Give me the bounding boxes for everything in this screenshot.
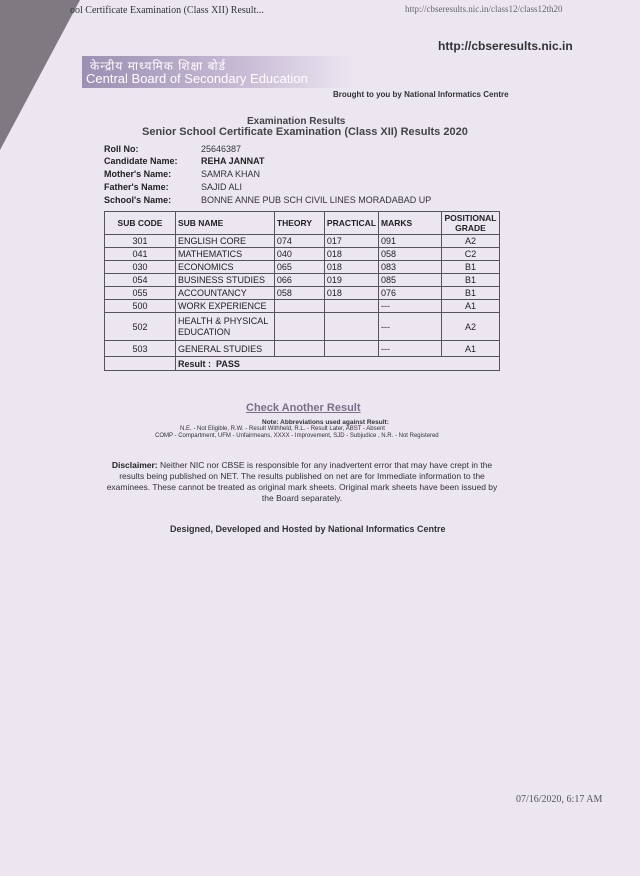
practical-cell <box>324 300 378 313</box>
site-url[interactable]: http://cbseresults.nic.in <box>438 39 573 53</box>
sub-name-cell: GENERAL STUDIES <box>175 341 274 357</box>
theory-cell <box>274 313 324 341</box>
grade-cell: B1 <box>441 261 499 274</box>
practical-cell <box>324 313 378 341</box>
candidate-name-label: Candidate Name: <box>104 156 178 166</box>
table-row <box>105 287 500 300</box>
header-sub-name: SUB NAME <box>175 212 274 235</box>
sub-code-cell: 301 <box>105 235 176 248</box>
table-row <box>105 313 500 341</box>
practical-cell: 019 <box>324 274 378 287</box>
theory-cell <box>274 300 324 313</box>
header-theory: THEORY <box>274 212 324 235</box>
marks-cell: 058 <box>379 248 442 261</box>
practical-cell: 018 <box>324 261 378 274</box>
sub-name-cell: ACCOUNTANCY <box>175 287 274 300</box>
banner-hindi-text: केन्द्रीय माध्यमिक शिक्षा बोर्ड <box>90 59 226 73</box>
marks-cell: 091 <box>379 235 442 248</box>
result-cell <box>175 357 499 371</box>
table-row <box>105 274 500 287</box>
sub-name-cell: HEALTH & PHYSICAL EDUCATION <box>175 313 274 341</box>
roll-label: Roll No: <box>104 144 139 154</box>
print-timestamp: 07/16/2020, 6:17 AM <box>516 794 603 805</box>
result-empty-cell <box>105 357 176 371</box>
candidate-name-value: REHA JANNAT <box>201 156 265 166</box>
disclaimer <box>106 460 498 504</box>
grade-cell: C2 <box>441 248 499 261</box>
mother-name-value: SAMRA KHAN <box>201 169 261 179</box>
sub-name-cell: BUSINESS STUDIES <box>175 274 274 287</box>
notes-line-2: COMP - Compartment, UFM - Unfairmeans, XXXX - Improvement, SJD - Subjudice , N.R. - Not Registered <box>155 433 439 439</box>
theory-cell: 040 <box>274 248 324 261</box>
marks-cell: --- <box>379 313 442 341</box>
result-value: PASS <box>215 358 240 369</box>
grade-cell: A2 <box>441 313 499 341</box>
marks-cell: --- <box>379 341 442 357</box>
school-name-label: School's Name: <box>104 195 172 205</box>
result-row <box>105 357 500 371</box>
table-row <box>105 300 500 313</box>
theory-cell: 065 <box>274 261 324 274</box>
theory-cell: 074 <box>274 235 324 248</box>
grade-cell: A1 <box>441 300 499 313</box>
header-practical: PRACTICAL <box>324 212 378 235</box>
theory-cell: 066 <box>274 274 324 287</box>
footer-credit: Designed, Developed and Hosted by National Informatics Centre <box>170 524 446 534</box>
marks-cell: 085 <box>379 274 442 287</box>
table-row <box>105 235 500 248</box>
sub-code-cell: 503 <box>105 341 176 357</box>
grade-cell: A2 <box>441 235 499 248</box>
browser-page-title: ool Certificate Examination (Class XII) Result... <box>70 5 264 16</box>
disclaimer-label: Disclaimer: <box>111 460 158 470</box>
grade-cell: B1 <box>441 274 499 287</box>
sub-code-cell: 041 <box>105 248 176 261</box>
notes-title: Note: Abbreviations used against Result: <box>262 419 389 426</box>
sub-name-cell: MATHEMATICS <box>175 248 274 261</box>
sub-name-cell: ENGLISH CORE <box>175 235 274 248</box>
theory-cell <box>274 341 324 357</box>
grade-cell: A1 <box>441 341 499 357</box>
father-name-value: SAJID ALI <box>201 182 243 192</box>
sub-code-cell: 055 <box>105 287 176 300</box>
header-sub-code: SUB CODE <box>105 212 176 235</box>
result-label: Result : <box>177 358 211 369</box>
sub-code-cell: 054 <box>105 274 176 287</box>
header-positional-grade: POSITIONAL GRADE <box>441 212 499 235</box>
disclaimer-text: Neither NIC nor CBSE is responsible for any inadvertent error that may have crept in the results being published on NET. The results published on net are for Immediate information to the examinees. These cannot be treated as original mark sheets. Original mark sheets have been issued by the Board separately. <box>106 460 498 503</box>
mother-name-label: Mother's Name: <box>104 169 172 179</box>
table-row <box>105 341 500 357</box>
practical-cell <box>324 341 378 357</box>
marks-cell: 076 <box>379 287 442 300</box>
practical-cell: 017 <box>324 235 378 248</box>
check-another-result-link[interactable]: Check Another Result <box>246 402 361 414</box>
sub-code-cell: 500 <box>105 300 176 313</box>
page-title: Examination Results <box>247 116 346 127</box>
header-marks: MARKS <box>379 212 442 235</box>
practical-cell: 018 <box>324 287 378 300</box>
roll-value: 25646387 <box>201 144 242 154</box>
table-row <box>105 261 500 274</box>
marks-cell: --- <box>379 300 442 313</box>
notes-line-1: N.E. - Not Eligible, R.W. - Result Withheld, R.L. - Result Later, ABST - Absent <box>180 426 385 432</box>
table-row <box>105 248 500 261</box>
sub-code-cell: 502 <box>105 313 176 341</box>
sub-code-cell: 030 <box>105 261 176 274</box>
practical-cell: 018 <box>324 248 378 261</box>
browser-page-url: http://cbseresults.nic.in/class12/class12th20 <box>405 4 563 14</box>
marks-table <box>104 211 500 371</box>
page-subtitle: Senior School Certificate Examination (Class XII) Results 2020 <box>142 126 468 138</box>
table-header-row <box>105 212 500 235</box>
brought-by-text: Brought to you by National Informatics Centre <box>333 90 509 99</box>
father-name-label: Father's Name: <box>104 182 169 192</box>
sub-name-cell: ECONOMICS <box>175 261 274 274</box>
school-name-value: BONNE ANNE PUB SCH CIVIL LINES MORADABAD UP <box>201 195 432 205</box>
banner-english-text: Central Board of Secondary Education <box>86 71 308 86</box>
marks-cell: 083 <box>379 261 442 274</box>
sub-name-cell: WORK EXPERIENCE <box>175 300 274 313</box>
grade-cell: B1 <box>441 287 499 300</box>
theory-cell: 058 <box>274 287 324 300</box>
page-fold-shadow <box>0 0 80 150</box>
